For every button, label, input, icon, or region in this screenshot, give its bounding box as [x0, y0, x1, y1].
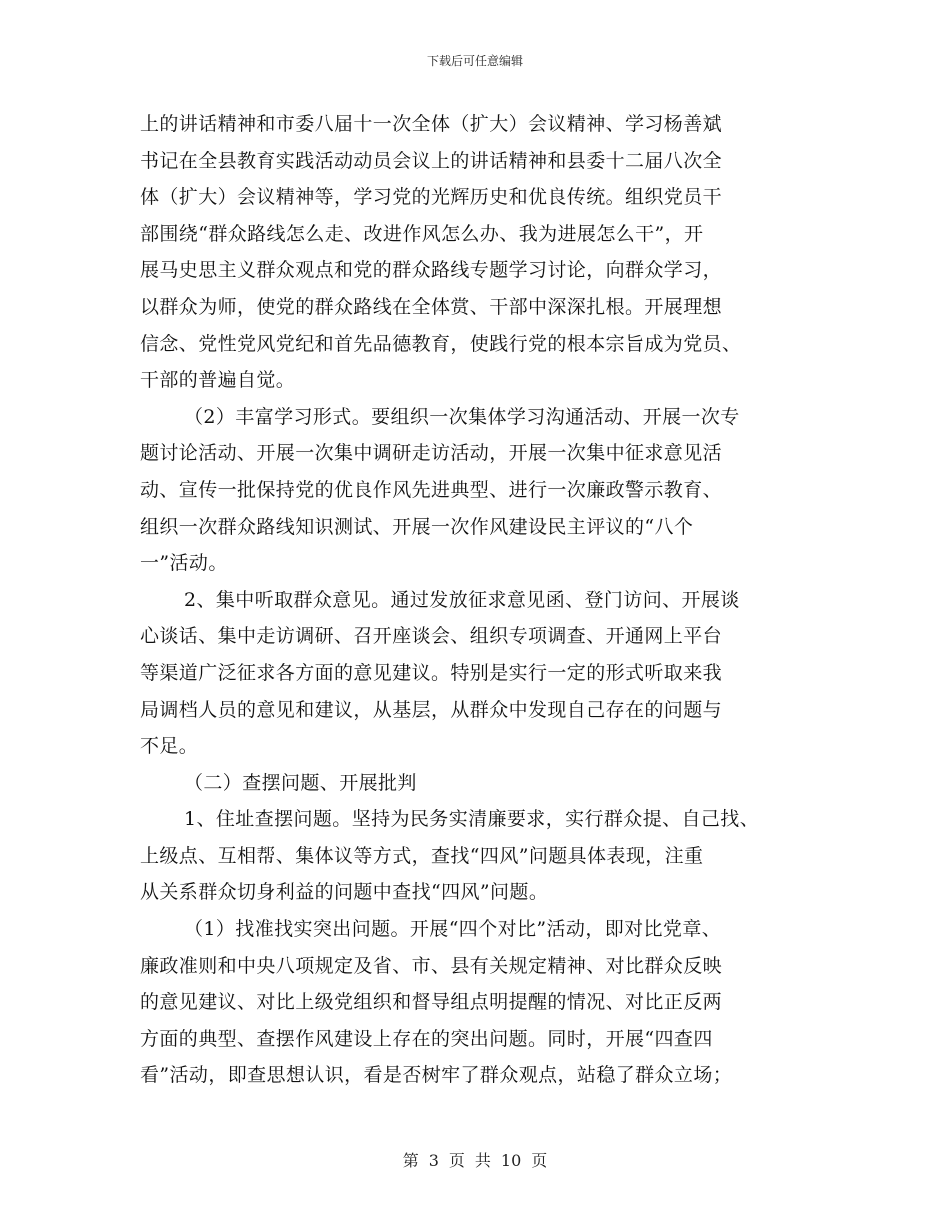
- text-line: 看”活动，即查思想认识，看是否树牢了群众观点，站稳了群众立场；: [140, 1064, 733, 1087]
- footer-current-page: 3: [428, 1151, 439, 1170]
- text-line: 不足。: [140, 735, 199, 758]
- footer-label-di: 第: [402, 1151, 419, 1170]
- text-line: 上的讲话精神和市委八届十一次全体（扩大）会议精神、学习杨善斌: [140, 113, 723, 135]
- text-line: 从关系群众切身利益的问题中查找“四风”问题。: [140, 881, 549, 904]
- footer-label-ye: 页: [448, 1151, 465, 1170]
- text-line: （二）查摆问题、开展批判: [184, 771, 417, 794]
- text-line: 展马史思主义群众观点和党的群众路线专题学习讨论，向群众学习，: [140, 259, 723, 282]
- text-line: 一”活动。: [140, 552, 228, 575]
- text-line: （2）丰富学习形式。要组织一次集体学习沟通活动、开展一次专: [184, 405, 740, 428]
- text-line: 的意见建议、对比上级党组织和督导组点明提醒的情况、对比正反两: [140, 991, 723, 1014]
- page-number-footer: [0, 1148, 950, 1171]
- document-body: [140, 106, 812, 1094]
- text-line: 上级点、互相帮、集体议等方式，查找“四风”问题具体表现，注重: [140, 844, 704, 867]
- footer-label-ye-2: 页: [531, 1151, 548, 1170]
- text-line: 体（扩大）会议精神等，学习党的光辉历史和优良传统。组织党员干: [140, 186, 723, 209]
- footer-total-pages: 10: [500, 1151, 522, 1170]
- footer-label-gong: 共: [474, 1151, 491, 1170]
- text-line: 1、住址查摆问题。坚持为民务实清廉要求，实行群众提、自己找、: [184, 808, 760, 831]
- text-line: 等渠道广泛征求各方面的意见建议。特别是实行一定的形式听取来我: [140, 661, 723, 684]
- text-line: 方面的典型、查摆作风建设上存在的突出问题。同时，开展“四查四: [140, 1027, 713, 1050]
- text-line: （1）找准找实突出问题。开展“四个对比”活动，即对比党章、: [184, 918, 722, 941]
- text-line: 书记在全县教育实践活动动员会议上的讲话精神和县委十二届八次全: [140, 149, 723, 172]
- text-line: 心谈话、集中走访调研、召开座谈会、组织专项调查、开通网上平台: [140, 625, 723, 648]
- text-line: 以群众为师，使党的群众路线在全体赏、干部中深深扎根。开展理想: [140, 295, 723, 318]
- text-line: 动、宣传一批保持党的优良作风先进典型、进行一次廉政警示教育、: [140, 478, 723, 501]
- text-line: 组织一次群众路线知识测试、开展一次作风建设民主评议的“八个: [140, 515, 694, 538]
- text-line: 信念、党性党风党纪和首先品德教育，使践行党的根本宗旨成为党员、: [140, 332, 742, 355]
- text-line: 题讨论活动、开展一次集中调研走访活动，开展一次集中征求意见活: [140, 442, 723, 465]
- text-line: 局调档人员的意见和建议，从基层，从群众中发现自己存在的问题与: [140, 698, 723, 721]
- text-line: 部围绕“群众路线怎么走、改进作风怎么办、我为进展怎么干”，开: [140, 222, 704, 245]
- text-line: 2、集中听取群众意见。通过发放征求意见函、登门访问、开展谈: [184, 588, 740, 611]
- page-header-note: 下载后可任意编辑: [426, 54, 523, 68]
- text-line: 廉政准则和中央八项规定及省、市、县有关规定精神、对比群众反映: [140, 954, 723, 977]
- text-line: 干部的普遍自觉。: [140, 369, 296, 392]
